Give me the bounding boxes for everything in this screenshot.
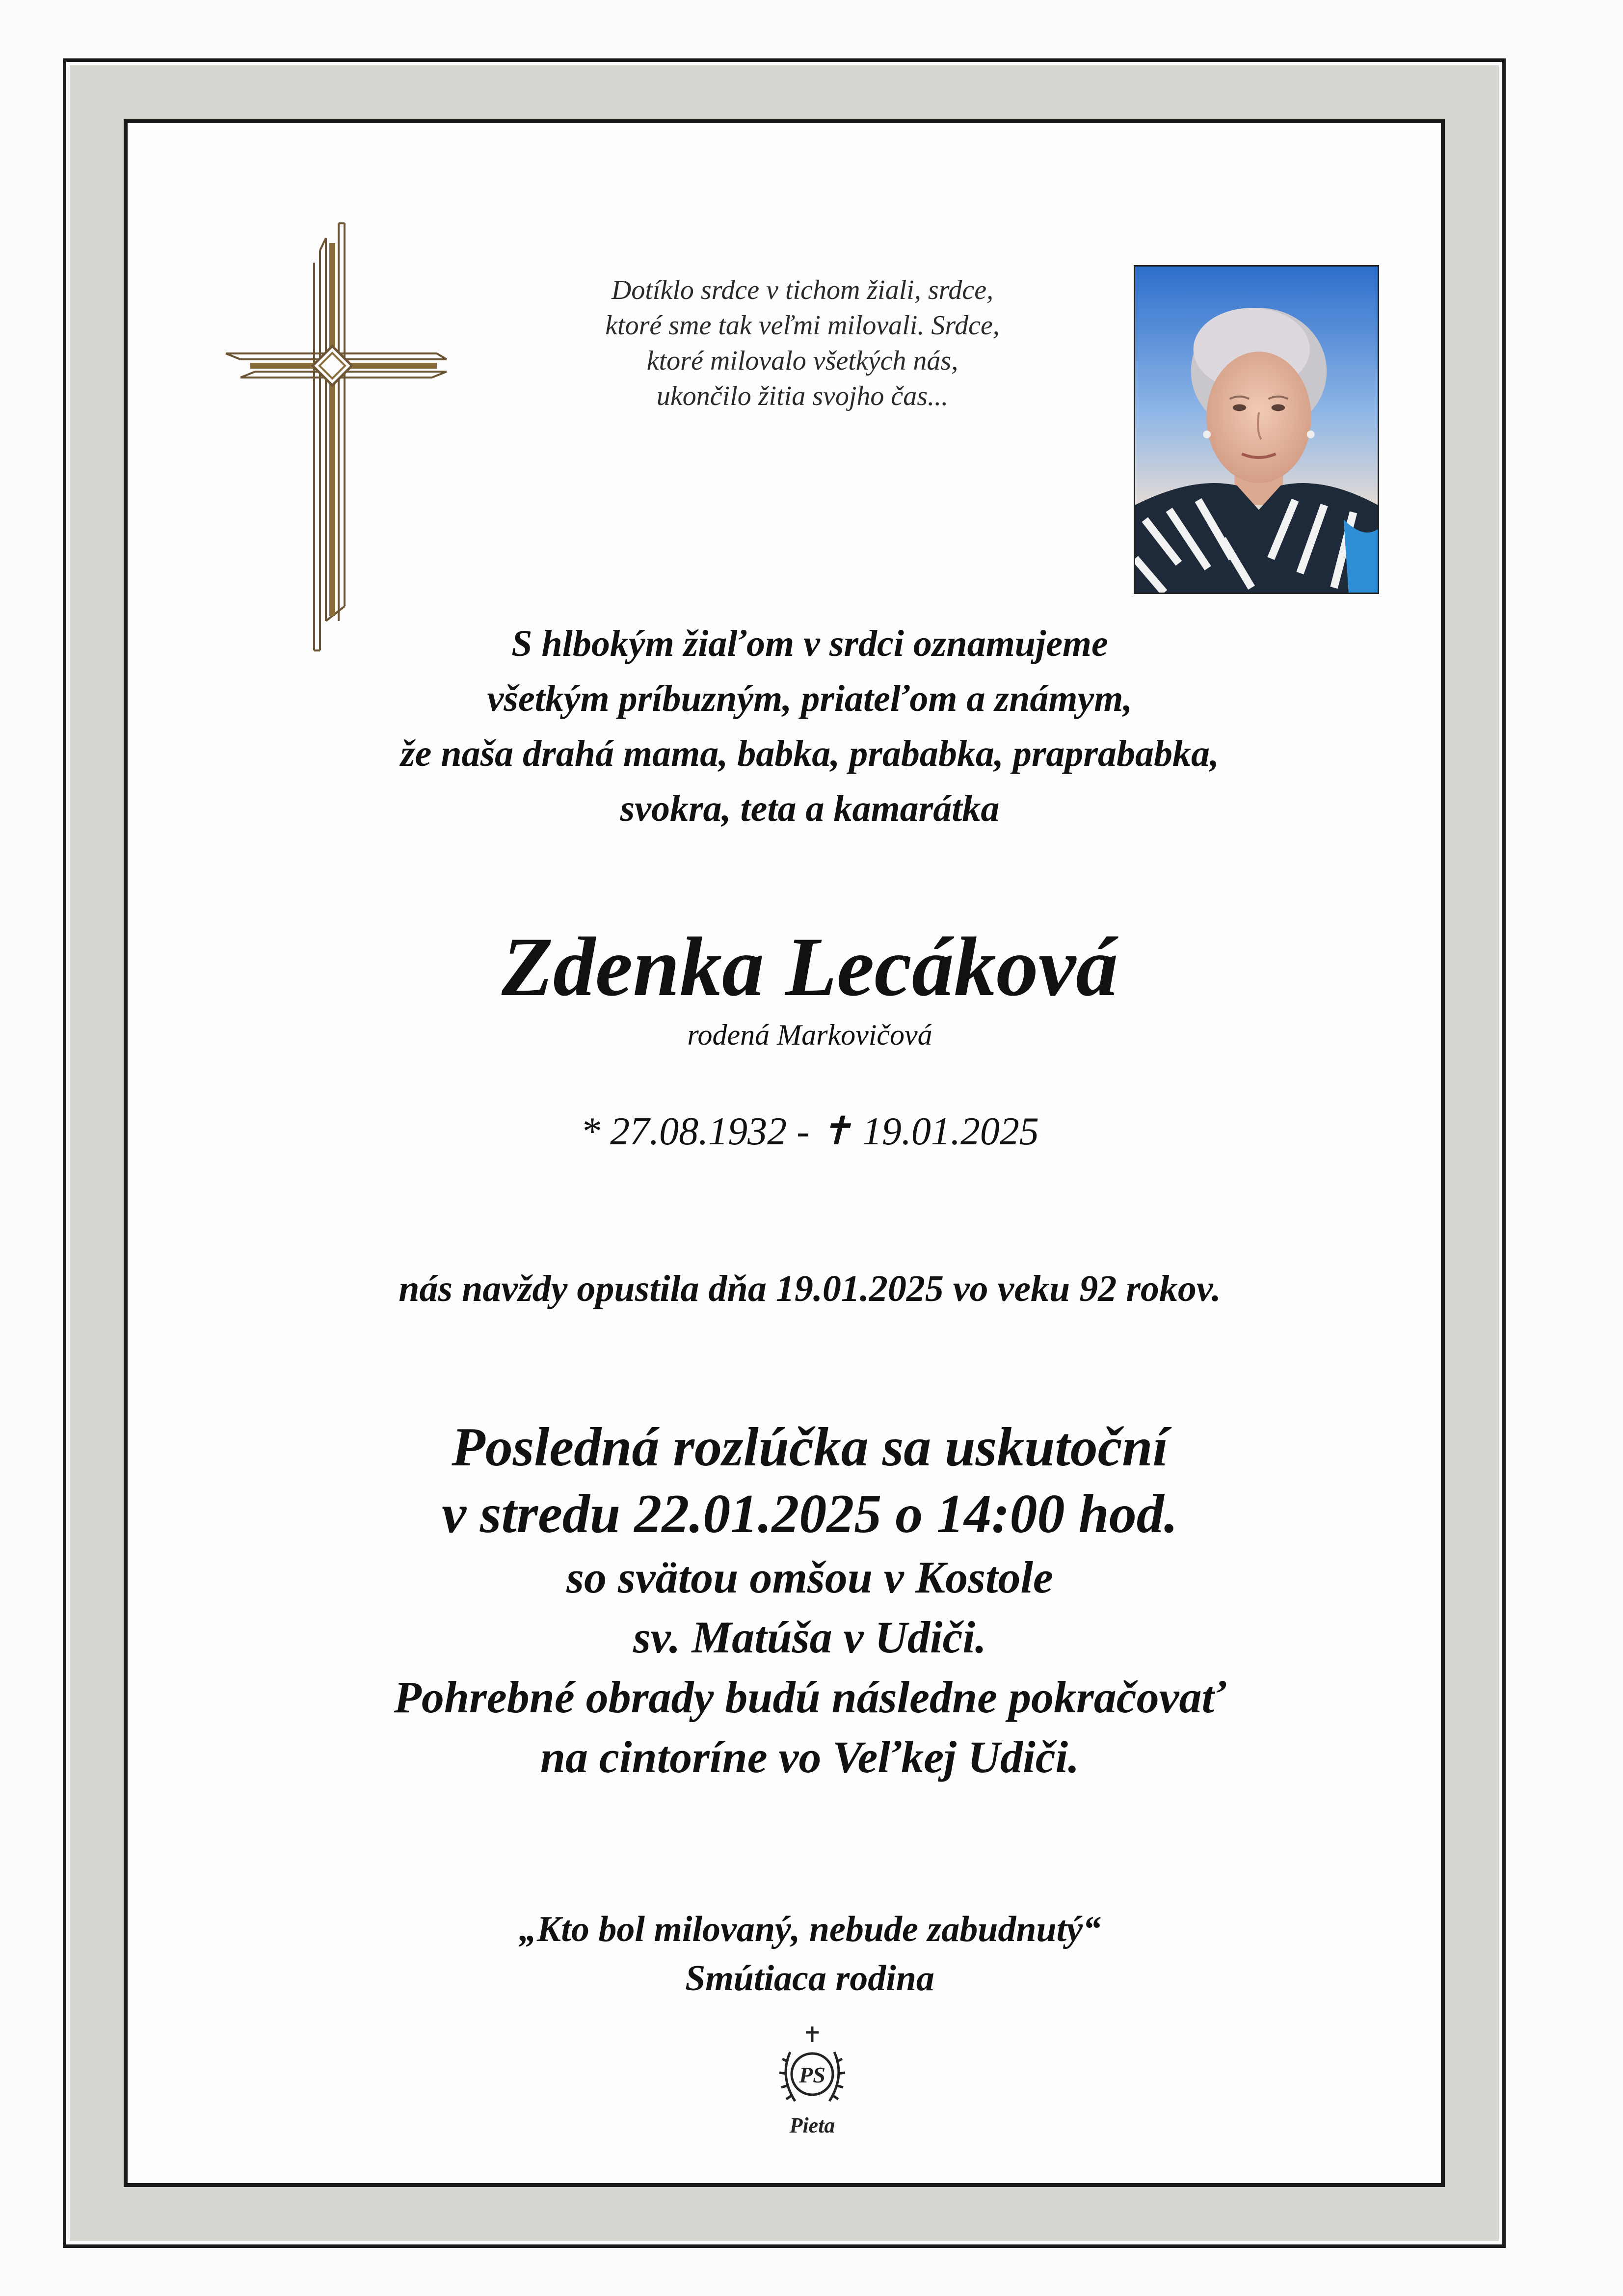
verse-line: ukončilo žitia svojho čas... (656, 381, 949, 411)
announcement-text (245, 616, 1374, 836)
farewell-datetime: v stredu 22.01.2025 o 14:00 hod. (442, 1484, 1178, 1544)
verse-line: ktoré milovalo všetkých nás, (646, 346, 958, 376)
closing-signature: Smútiaca rodina (685, 1958, 934, 1999)
verse-line: Dotíklo srdce v tichom žiali, srdce, (611, 275, 994, 305)
memorial-verse (491, 272, 1114, 414)
closing-block (245, 1905, 1374, 2003)
funeral-details (196, 1414, 1423, 1787)
deceased-name: Zdenka Lecáková (501, 920, 1118, 1014)
farewell-line: Posledná rozlúčka sa uskutoční (452, 1417, 1168, 1478)
logo-monogram: PS (799, 2062, 825, 2087)
farewell-line: sv. Matúša v Udiči. (633, 1612, 986, 1662)
cross-icon (221, 218, 452, 660)
death-cross-icon: ✝ (819, 1110, 852, 1153)
life-dates (245, 1105, 1374, 1159)
portrait-photo (1134, 265, 1379, 594)
announcement-line: svokra, teta a kamarátka (620, 788, 1000, 829)
closing-quote: „Kto bol milovaný, nebude zabudnutý“ (518, 1909, 1101, 1949)
announcement-line: všetkým príbuzným, priateľom a známym, (487, 678, 1133, 719)
death-date: 19.01.2025 (862, 1110, 1039, 1153)
logo-label: Pieta (789, 2113, 835, 2137)
announcement-line: S hlbokým žiaľom v srdci oznamujeme (511, 623, 1108, 664)
farewell-line: Pohrebné obrady budú následne pokračovať (394, 1672, 1226, 1722)
farewell-line: na cintoríne vo Veľkej Udiči. (540, 1732, 1080, 1782)
announcement-line: že naša drahá mama, babka, prababka, praprababka, (400, 733, 1219, 774)
birth-date: * 27.08.1932 - (581, 1110, 810, 1153)
departed-statement: nás navždy opustila dňa 19.01.2025 vo veku 92 rokov. (399, 1268, 1221, 1309)
maiden-name: rodená Markovičová (687, 1019, 932, 1051)
farewell-line: so svätou omšou v Kostole (566, 1552, 1053, 1602)
verse-line: ktoré sme tak veľmi milovali. Srdce, (605, 310, 1000, 341)
pieta-logo-icon (775, 2023, 849, 2121)
